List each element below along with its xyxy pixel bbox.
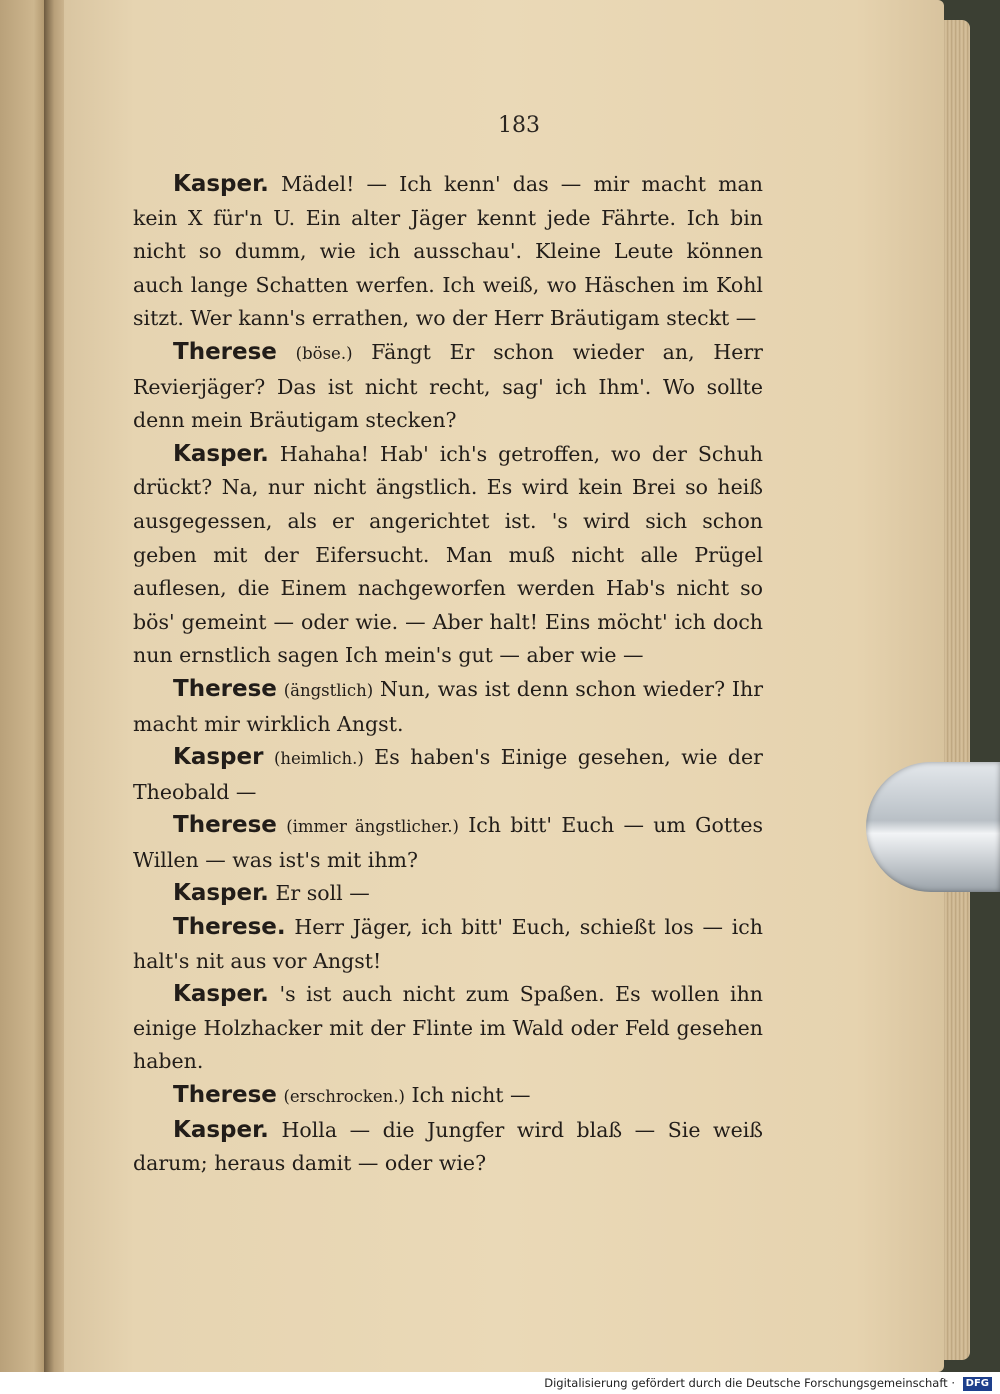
dialogue-paragraph [133, 809, 763, 877]
dialogue-text: Nun, was ist denn schon wieder? Ihr macht mir wirklich Angst. [133, 676, 763, 736]
dialogue-text: Holla — die Jungfer wird blaß — Sie weiß darum; heraus damit — oder wie? [133, 1117, 763, 1176]
dialogue-paragraph [133, 438, 763, 673]
footer-credit: Digitalisierung gefördert durch die Deutsche Forschungsgemeinschaft [544, 1376, 948, 1390]
previous-page-edge [0, 0, 48, 1372]
dialogue-paragraph [133, 877, 763, 911]
page-body [133, 168, 763, 1181]
dialogue-paragraph [133, 673, 763, 741]
dialogue-paragraph [133, 978, 763, 1079]
speaker-name: Therese [173, 338, 277, 365]
speaker-name: Kasper. [173, 981, 269, 1008]
dialogue-text: Fängt Er schon wieder an, Herr Revierjäger? Das ist nicht recht, sag' ich Ihm'. Wo sollte denn mein Bräutigam stecken? [133, 339, 763, 433]
dialogue-text: Ich bitt' Euch — um Gottes Willen — was ist's mit ihm? [133, 813, 763, 872]
speaker-name: Therese [173, 675, 277, 702]
speaker-name: Kasper. [173, 440, 269, 467]
speaker-name: Kasper. [173, 1116, 269, 1143]
stage-direction: (erschrocken.) [283, 1087, 405, 1107]
speaker-name: Kasper. [173, 171, 269, 197]
stage-direction: (böse.) [295, 343, 353, 363]
speaker-name: Therese [173, 812, 277, 839]
dialogue-text: Mädel! — Ich kenn' das — mir macht man kein X für'n U. Ein alter Jäger kennt jede Fährte. Ich bin nicht so dumm, wie ich ausschau'. Kleine Leute können auch lange Schatten werfen. Ich weiß, wo Häschen im Kohl sitzt. Wer kann's errathen, wo der Herr Bräutigam steckt — [133, 172, 763, 331]
dialogue-paragraph [133, 741, 763, 809]
dialogue-text: Herr Jäger, ich bitt' Euch, schießt los — ich halt's nit aus vor Angst! [133, 915, 763, 973]
dialogue-text: Er soll — [275, 881, 370, 906]
dfg-logo-icon: DFG [963, 1377, 992, 1391]
dialogue-text: Es haben's Einige gesehen, wie der Theobald — [133, 745, 763, 804]
speaker-name: Therese [173, 1082, 277, 1109]
speaker-name: Therese. [173, 914, 286, 941]
dialogue-paragraph [133, 336, 763, 438]
stage-direction: (ängstlich) [283, 680, 374, 700]
dialogue-paragraph [133, 1079, 763, 1114]
dialogue-text: 's ist auch nicht zum Spaßen. Es wollen ihn einige Holzhacker mit der Flinte im Wald oder Feld gesehen haben. [133, 982, 763, 1074]
dialogue-paragraph [133, 1114, 763, 1181]
dialogue-text: Hahaha! Hab' ich's getroffen, wo der Schuh drückt? Na, nur nicht ängstlich. Es wird kein Brei so heiß ausgegessen, als er angerichtet ist. 's wird sich schon geben mit der Eifersucht. Man muß nicht alle Prügel auflesen, die Einem nachgeworfen werden Hab's nicht so bös' gemeint — oder wie. — Aber halt! Eins möcht' ich doch nun ernstlich sagen Ich mein's gut — aber wie — [133, 441, 763, 668]
dialogue-text: Ich nicht — [411, 1083, 531, 1108]
page-number: 183 [498, 113, 540, 138]
digitization-footer: Digitalisierung gefördert durch die Deutsche Forschungsgemeinschaft · DFG [0, 1372, 1000, 1394]
stage-direction: (heimlich.) [273, 749, 364, 769]
page-holder-clip [866, 762, 1000, 892]
stage-direction: (immer ängstlicher.) [286, 817, 459, 837]
speaker-name: Kasper [173, 744, 264, 771]
speaker-name: Kasper. [173, 880, 269, 907]
dialogue-paragraph [133, 911, 763, 978]
dialogue-paragraph [133, 168, 763, 336]
